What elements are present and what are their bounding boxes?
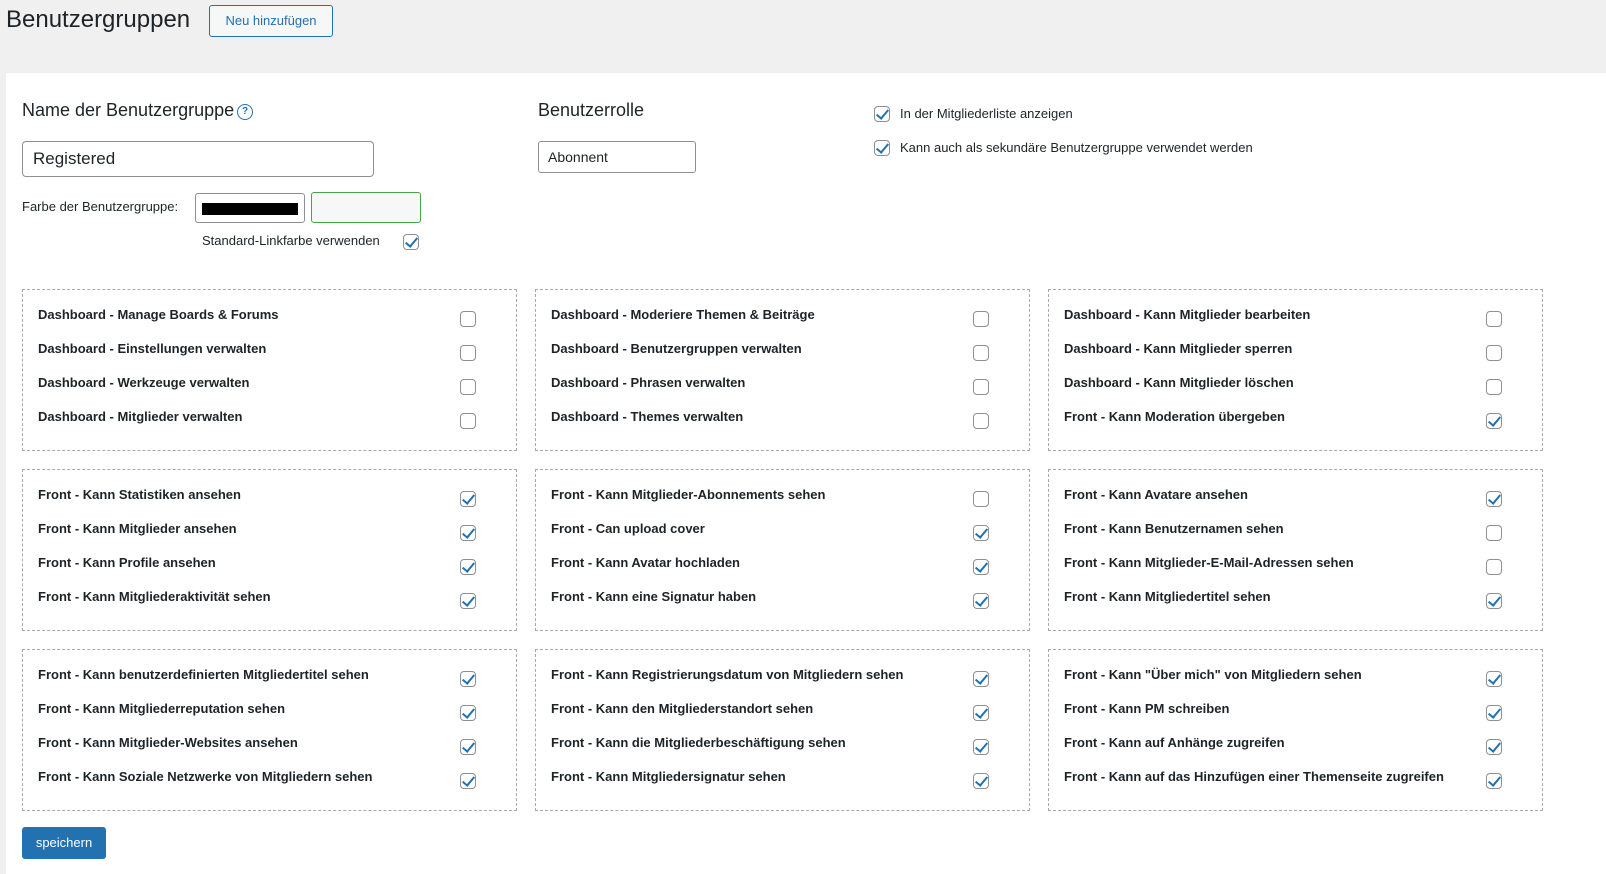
permission-label: Front - Kann benutzerdefinierten Mitgliedertitel sehen	[38, 667, 369, 682]
permission-label: Front - Kann eine Signatur haben	[551, 589, 757, 604]
permission-checkbox[interactable]	[460, 773, 476, 789]
permission-checkbox[interactable]	[973, 739, 989, 755]
default-link-color-checkbox[interactable]	[403, 234, 419, 250]
permission-label: Dashboard - Moderiere Themen & Beiträge	[551, 307, 815, 322]
group-name-label: Name der Benutzergruppe	[22, 100, 235, 120]
permission-checkbox[interactable]	[973, 491, 989, 507]
permission-checkbox[interactable]	[460, 311, 476, 327]
permission-checkbox[interactable]	[1486, 559, 1502, 575]
permission-checkbox[interactable]	[460, 739, 476, 755]
permission-checkbox[interactable]	[460, 379, 476, 395]
permission-label: Dashboard - Manage Boards & Forums	[38, 307, 279, 322]
permission-checkbox[interactable]	[460, 559, 476, 575]
permission-label: Front - Kann Benutzernamen sehen	[1064, 521, 1284, 536]
color-swatch	[202, 203, 298, 215]
show-in-memberlist-checkbox[interactable]	[874, 106, 890, 122]
permission-checkbox[interactable]	[973, 671, 989, 687]
permission-label: Front - Kann auf das Hinzufügen einer Themenseite zugreifen	[1064, 769, 1444, 784]
permission-label: Dashboard - Mitglieder verwalten	[38, 409, 243, 424]
default-link-color-label: Standard-Linkfarbe verwenden	[202, 233, 380, 248]
link-color-field[interactable]	[311, 192, 421, 223]
permission-label: Front - Kann Mitgliederaktivität sehen	[38, 589, 271, 604]
permission-checkbox[interactable]	[460, 413, 476, 429]
permission-label: Front - Kann Mitglieder ansehen	[38, 521, 237, 536]
permission-checkbox[interactable]	[1486, 773, 1502, 789]
permission-box	[535, 289, 1030, 451]
permission-label: Front - Kann Avatar hochladen	[551, 555, 740, 570]
permission-checkbox[interactable]	[1486, 311, 1502, 327]
permission-label: Front - Kann Moderation übergeben	[1064, 409, 1285, 424]
permission-label: Front - Kann Statistiken ansehen	[38, 487, 241, 502]
permission-checkbox[interactable]	[1486, 413, 1502, 429]
permission-checkbox[interactable]	[460, 345, 476, 361]
permission-checkbox[interactable]	[1486, 345, 1502, 361]
permission-label: Front - Kann den Mitgliederstandort sehen	[551, 701, 814, 716]
page-header	[0, 0, 1606, 72]
group-color-picker[interactable]	[195, 193, 305, 223]
permission-checkbox[interactable]	[1486, 379, 1502, 395]
permission-label: Dashboard - Phrasen verwalten	[551, 375, 746, 390]
permission-checkbox[interactable]	[973, 593, 989, 609]
permission-checkbox[interactable]	[973, 379, 989, 395]
permission-label: Front - Kann Avatare ansehen	[1064, 487, 1248, 502]
permission-checkbox[interactable]	[1486, 671, 1502, 687]
permission-label: Front - Kann Profile ansehen	[38, 555, 216, 570]
secondary-group-checkbox[interactable]	[874, 140, 890, 156]
permission-checkbox[interactable]	[973, 413, 989, 429]
add-new-button[interactable]: Neu hinzufügen	[209, 5, 333, 37]
permission-checkbox[interactable]	[973, 311, 989, 327]
permission-checkbox[interactable]	[1486, 593, 1502, 609]
permission-checkbox[interactable]	[1486, 739, 1502, 755]
permission-label: Dashboard - Kann Mitglieder bearbeiten	[1064, 307, 1311, 322]
permission-label: Dashboard - Werkzeuge verwalten	[38, 375, 250, 390]
permission-checkbox[interactable]	[973, 525, 989, 541]
permission-box	[535, 469, 1030, 631]
permission-label: Dashboard - Kann Mitglieder löschen	[1064, 375, 1294, 390]
permission-label: Front - Kann Mitglieder-Abonnements sehen	[551, 487, 826, 502]
permission-label: Dashboard - Einstellungen verwalten	[38, 341, 267, 356]
permission-label: Front - Kann Soziale Netzwerke von Mitgliedern sehen	[38, 769, 373, 784]
user-role-label: Benutzerrolle	[538, 100, 645, 120]
permission-label: Front - Kann Mitgliederreputation sehen	[38, 701, 286, 716]
permission-label: Dashboard - Benutzergruppen verwalten	[551, 341, 802, 356]
permission-label: Front - Kann "Über mich" von Mitgliedern sehen	[1064, 667, 1362, 682]
secondary-group-label: Kann auch als sekundäre Benutzergruppe verwendet werden	[900, 140, 1253, 155]
permission-label: Front - Kann PM schreiben	[1064, 701, 1230, 716]
permission-label: Front - Kann Registrierungsdatum von Mitgliedern sehen	[551, 667, 904, 682]
permission-box	[535, 649, 1030, 811]
permission-box	[1048, 649, 1543, 811]
permission-checkbox[interactable]	[973, 705, 989, 721]
permission-label: Front - Kann die Mitgliederbeschäftigung sehen	[551, 735, 846, 750]
permission-checkbox[interactable]	[973, 559, 989, 575]
group-name-input[interactable]: Registered	[22, 141, 374, 177]
save-button[interactable]: speichern	[22, 827, 106, 859]
permission-checkbox[interactable]	[460, 705, 476, 721]
permission-checkbox[interactable]	[1486, 525, 1502, 541]
permission-checkbox[interactable]	[1486, 705, 1502, 721]
permission-box	[22, 469, 517, 631]
permission-label: Dashboard - Themes verwalten	[551, 409, 744, 424]
permission-checkbox[interactable]	[460, 593, 476, 609]
permission-box	[1048, 469, 1543, 631]
permission-box	[22, 649, 517, 811]
permission-label: Front - Can upload cover	[551, 521, 705, 536]
permission-checkbox[interactable]	[460, 525, 476, 541]
show-in-memberlist-label: In der Mitgliederliste anzeigen	[900, 106, 1073, 121]
group-color-label: Farbe der Benutzergruppe:	[22, 199, 179, 214]
permission-label: Dashboard - Kann Mitglieder sperren	[1064, 341, 1293, 356]
permission-label: Front - Kann Mitgliedersignatur sehen	[551, 769, 786, 784]
permission-label: Front - Kann auf Anhänge zugreifen	[1064, 735, 1285, 750]
permission-checkbox[interactable]	[973, 345, 989, 361]
permission-box	[22, 289, 517, 451]
page-title: Benutzergruppen	[6, 6, 191, 33]
permission-label: Front - Kann Mitglieder-E-Mail-Adressen sehen	[1064, 555, 1354, 570]
permission-checkbox[interactable]	[460, 671, 476, 687]
user-role-select[interactable]: Abonnent	[538, 141, 696, 173]
permission-label: Front - Kann Mitglieder-Websites ansehen	[38, 735, 298, 750]
permission-checkbox[interactable]	[973, 773, 989, 789]
permission-checkbox[interactable]	[1486, 491, 1502, 507]
help-icon[interactable]: ?	[237, 104, 253, 120]
permission-box	[1048, 289, 1543, 451]
permission-checkbox[interactable]	[460, 491, 476, 507]
permission-label: Front - Kann Mitgliedertitel sehen	[1064, 589, 1271, 604]
